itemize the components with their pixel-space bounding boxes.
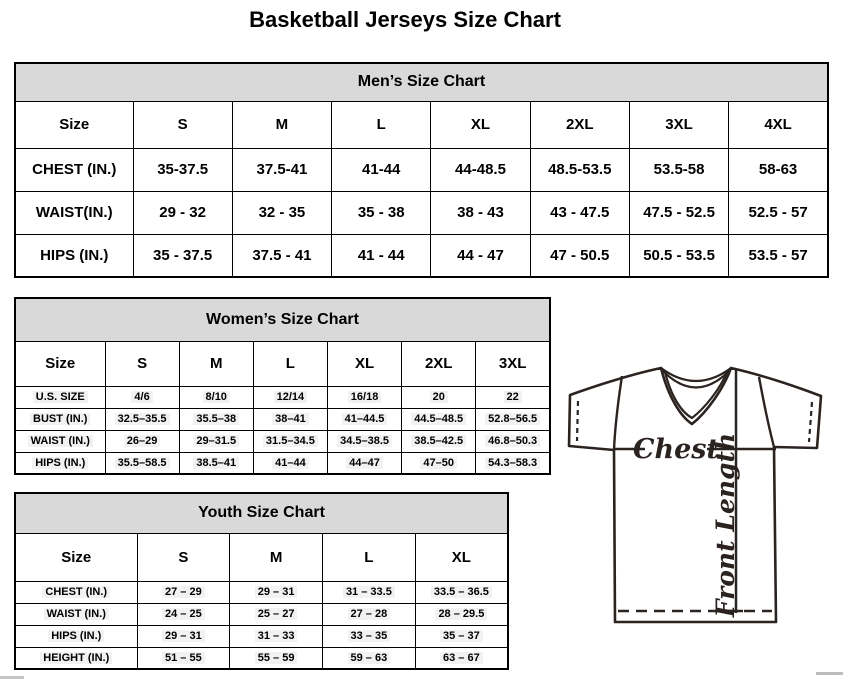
value-cell-text: 35.5–38 <box>193 413 239 425</box>
table-row <box>15 148 828 191</box>
row-label-text: WAIST (IN.) <box>28 435 93 447</box>
value-cell-text: 12/14 <box>274 391 308 403</box>
size-column-header <box>327 341 401 386</box>
value-cell <box>415 647 508 669</box>
value-cell-text: 29 - 32 <box>159 204 206 221</box>
value-cell <box>327 430 401 452</box>
womens-table <box>14 297 551 475</box>
size-column-header-text: 3XL <box>665 116 693 133</box>
size-column-header-text: M <box>269 548 283 566</box>
value-cell-text: 29 – 31 <box>255 586 298 598</box>
corner-size-label <box>15 341 105 386</box>
corner-size-label <box>15 533 137 581</box>
value-cell-text: 52.8–56.5 <box>485 413 540 425</box>
value-cell-text: 29–31.5 <box>193 435 239 447</box>
value-cell <box>476 452 550 474</box>
value-cell <box>327 408 401 430</box>
value-cell-text: 35 - 38 <box>357 204 405 221</box>
value-cell-text: 38–41 <box>272 413 309 425</box>
value-cell-text: 37.5 - 41 <box>252 246 312 264</box>
size-column-header <box>323 533 416 581</box>
value-cell <box>253 386 327 408</box>
jersey-measurement-diagram <box>558 362 841 672</box>
value-cell-text: 46.8–50.3 <box>485 435 540 447</box>
value-cell <box>232 148 331 191</box>
value-cell-text: 37.5-41 <box>256 161 308 178</box>
value-cell-text: 44-48.5 <box>455 161 506 178</box>
value-cell <box>232 191 331 234</box>
size-column-header-text: 4XL <box>764 116 792 133</box>
row-label <box>15 452 105 474</box>
mens-table <box>14 62 829 278</box>
table-row <box>15 191 828 234</box>
size-column-header <box>232 101 331 148</box>
value-cell <box>137 581 230 603</box>
value-cell <box>402 452 476 474</box>
value-cell <box>133 234 232 277</box>
table-row <box>15 408 550 430</box>
value-cell-text: 34.5–38.5 <box>337 435 392 447</box>
value-cell <box>431 234 530 277</box>
value-cell <box>729 234 828 277</box>
value-cell-text: 55 – 59 <box>255 652 298 664</box>
row-label <box>15 234 133 277</box>
value-cell-text: 31 – 33 <box>255 630 298 642</box>
value-cell <box>232 234 331 277</box>
size-column-header <box>137 533 230 581</box>
value-cell-text: 44–47 <box>346 457 383 469</box>
value-cell <box>179 408 253 430</box>
size-column-header-text: XL <box>451 548 471 566</box>
value-cell <box>332 191 431 234</box>
row-label <box>15 148 133 191</box>
collar-band-arc-inner <box>663 371 729 388</box>
size-column-header-text: L <box>376 116 386 133</box>
horizontal-scrollbar-fragment-right[interactable] <box>816 672 843 675</box>
value-cell <box>137 625 230 647</box>
value-cell <box>431 191 530 234</box>
page-title: Basketball Jerseys Size Chart <box>249 7 561 32</box>
table-row <box>15 430 550 452</box>
value-cell <box>629 234 728 277</box>
size-column-header-text: 2XL <box>566 116 594 133</box>
value-cell <box>253 408 327 430</box>
value-cell-text: 28 – 29.5 <box>435 608 487 620</box>
value-cell <box>476 386 550 408</box>
value-cell-text: 24 – 25 <box>162 608 205 620</box>
value-cell <box>230 603 323 625</box>
value-cell <box>415 625 508 647</box>
value-cell <box>476 408 550 430</box>
table-title-row <box>15 63 828 101</box>
value-cell-text: 4/6 <box>131 391 152 403</box>
row-label <box>15 647 137 669</box>
value-cell <box>402 430 476 452</box>
row-label <box>15 581 137 603</box>
value-cell <box>133 148 232 191</box>
value-cell-text: 41-44 <box>362 161 401 178</box>
table-row <box>15 581 508 603</box>
table-title-row <box>15 493 508 533</box>
mens-size-chart <box>14 62 829 278</box>
row-label-text: CHEST (IN.) <box>32 161 117 178</box>
value-cell-text: 31.5–34.5 <box>263 435 318 447</box>
value-cell-text: 50.5 - 53.5 <box>643 246 715 264</box>
value-cell <box>332 148 431 191</box>
value-cell-text: 44.5–48.5 <box>411 413 466 425</box>
size-column-header <box>105 341 179 386</box>
value-cell <box>402 386 476 408</box>
value-cell-text: 43 - 47.5 <box>550 204 610 221</box>
left-sleeve-seam <box>614 376 622 450</box>
value-cell <box>133 191 232 234</box>
row-label <box>15 430 105 452</box>
value-cell <box>629 191 728 234</box>
value-cell <box>402 408 476 430</box>
value-cell <box>137 603 230 625</box>
value-cell-text: 25 – 27 <box>255 608 298 620</box>
value-cell <box>332 234 431 277</box>
value-cell <box>230 625 323 647</box>
size-column-header-text: 2XL <box>424 355 453 372</box>
value-cell-text: 54.3–58.3 <box>485 457 540 469</box>
value-cell <box>327 452 401 474</box>
corner-size-label-text: Size <box>59 116 90 133</box>
row-label <box>15 603 137 625</box>
value-cell-text: 35.5–58.5 <box>115 457 170 469</box>
row-label <box>15 625 137 647</box>
value-cell-text: 47 - 50.5 <box>550 246 610 264</box>
size-column-header <box>402 341 476 386</box>
table-row <box>15 625 508 647</box>
value-cell-text: 63 – 67 <box>440 652 483 664</box>
row-label-text: U.S. SIZE <box>33 391 88 403</box>
value-cell <box>105 430 179 452</box>
value-cell <box>253 452 327 474</box>
size-column-header-text: S <box>177 116 188 133</box>
table-row <box>15 386 550 408</box>
value-cell <box>431 148 530 191</box>
value-cell-text: 51 – 55 <box>162 652 205 664</box>
size-column-header <box>133 101 232 148</box>
row-label <box>15 191 133 234</box>
value-cell-text: 47–50 <box>420 457 457 469</box>
size-column-header-text: XL <box>470 116 491 133</box>
value-cell-text: 41–44 <box>272 457 309 469</box>
value-cell <box>323 603 416 625</box>
size-column-header <box>530 101 629 148</box>
value-cell <box>729 191 828 234</box>
value-cell-text: 35-37.5 <box>157 161 209 178</box>
value-cell <box>137 647 230 669</box>
size-column-header <box>253 341 327 386</box>
left-cuff-dashed-line <box>577 401 578 441</box>
size-column-header <box>431 101 530 148</box>
right-cuff-dashed-line <box>809 402 812 442</box>
table-row <box>15 452 550 474</box>
size-column-header <box>415 533 508 581</box>
table-row <box>15 647 508 669</box>
value-cell <box>530 234 629 277</box>
value-cell <box>105 386 179 408</box>
row-label-text: CHEST (IN.) <box>42 586 110 598</box>
value-cell-text: 8/10 <box>203 391 230 403</box>
value-cell <box>105 408 179 430</box>
value-cell <box>476 430 550 452</box>
jersey-outline <box>569 368 821 622</box>
row-label-text: HIPS (IN.) <box>40 246 109 264</box>
value-cell <box>327 386 401 408</box>
value-cell-text: 35 – 37 <box>440 630 483 642</box>
value-cell <box>179 386 253 408</box>
value-cell-text: 44 - 47 <box>457 246 504 264</box>
size-column-header-text: 3XL <box>498 355 527 372</box>
size-column-header-text: S <box>137 355 148 372</box>
size-header-row <box>15 533 508 581</box>
front-length-label: Front Length <box>711 432 740 618</box>
value-cell-text: 29 – 31 <box>162 630 205 642</box>
value-cell-text: 53.5-58 <box>653 161 705 178</box>
size-column-header-text: XL <box>354 355 375 372</box>
value-cell-text: 32.5–35.5 <box>115 413 170 425</box>
value-cell <box>179 430 253 452</box>
size-column-header <box>629 101 728 148</box>
value-cell-text: 38.5–41 <box>193 457 239 469</box>
corner-size-label <box>15 101 133 148</box>
row-label-text: BUST (IN.) <box>30 413 90 425</box>
value-cell <box>323 581 416 603</box>
value-cell <box>530 191 629 234</box>
value-cell <box>179 452 253 474</box>
value-cell-text: 53.5 - 57 <box>748 246 808 264</box>
chest-label: Chest <box>633 434 719 465</box>
row-label-text: HEIGHT (IN.) <box>40 652 112 664</box>
value-cell-text: 41 - 44 <box>357 246 405 264</box>
value-cell-text: 16/18 <box>348 391 382 403</box>
size-column-header <box>729 101 828 148</box>
value-cell-text: 58-63 <box>758 161 798 178</box>
size-column-header-text: M <box>275 116 289 133</box>
value-cell-text: 59 – 63 <box>348 652 391 664</box>
value-cell-text: 27 – 28 <box>348 608 391 620</box>
value-cell <box>629 148 728 191</box>
value-cell-text: 33 – 35 <box>348 630 391 642</box>
value-cell <box>323 625 416 647</box>
row-label-text: HIPS (IN.) <box>48 630 104 642</box>
table-title-row <box>15 298 550 341</box>
value-cell-text: 47.5 - 52.5 <box>643 204 715 221</box>
value-cell <box>230 647 323 669</box>
size-column-header <box>179 341 253 386</box>
table-title: Men’s Size Chart <box>15 63 828 101</box>
value-cell-text: 52.5 - 57 <box>748 204 808 221</box>
value-cell <box>415 581 508 603</box>
value-cell <box>729 148 828 191</box>
table-title: Women’s Size Chart <box>15 298 550 341</box>
value-cell <box>105 452 179 474</box>
value-cell-text: 20 <box>430 391 448 403</box>
value-cell-text: 38 - 43 <box>457 204 504 221</box>
table-row <box>15 603 508 625</box>
value-cell-text: 48.5-53.5 <box>548 161 612 178</box>
size-column-header-text: L <box>364 548 374 566</box>
value-cell <box>323 647 416 669</box>
value-cell-text: 31 – 33.5 <box>343 586 395 598</box>
size-column-header <box>476 341 550 386</box>
row-label <box>15 386 105 408</box>
table-row <box>15 234 828 277</box>
size-column-header-text: M <box>209 355 223 372</box>
youth-size-chart <box>14 492 509 670</box>
corner-size-label-text: Size <box>45 355 76 372</box>
size-header-row <box>15 341 550 386</box>
size-column-header <box>332 101 431 148</box>
size-column-header-text: L <box>285 355 295 372</box>
size-header-row <box>15 101 828 148</box>
table-title: Youth Size Chart <box>15 493 508 533</box>
value-cell <box>530 148 629 191</box>
value-cell-text: 26–29 <box>124 435 161 447</box>
size-column-header-text: S <box>178 548 189 566</box>
womens-size-chart <box>14 297 551 475</box>
value-cell-text: 41–44.5 <box>342 413 388 425</box>
value-cell-text: 38.5–42.5 <box>411 435 466 447</box>
value-cell-text: 32 - 35 <box>258 204 306 221</box>
youth-table <box>14 492 509 670</box>
row-label <box>15 408 105 430</box>
value-cell-text: 35 - 37.5 <box>153 246 213 264</box>
row-label-text: HIPS (IN.) <box>32 457 88 469</box>
value-cell-text: 33.5 – 36.5 <box>431 586 492 598</box>
value-cell <box>415 603 508 625</box>
value-cell-text: 22 <box>504 391 522 403</box>
value-cell <box>230 581 323 603</box>
size-column-header <box>230 533 323 581</box>
corner-size-label-text: Size <box>61 548 92 566</box>
value-cell-text: 27 – 29 <box>162 586 205 598</box>
right-sleeve-seam <box>759 377 774 447</box>
value-cell <box>253 430 327 452</box>
row-label-text: WAIST (IN.) <box>44 608 109 620</box>
row-label-text: WAIST(IN.) <box>35 204 113 221</box>
